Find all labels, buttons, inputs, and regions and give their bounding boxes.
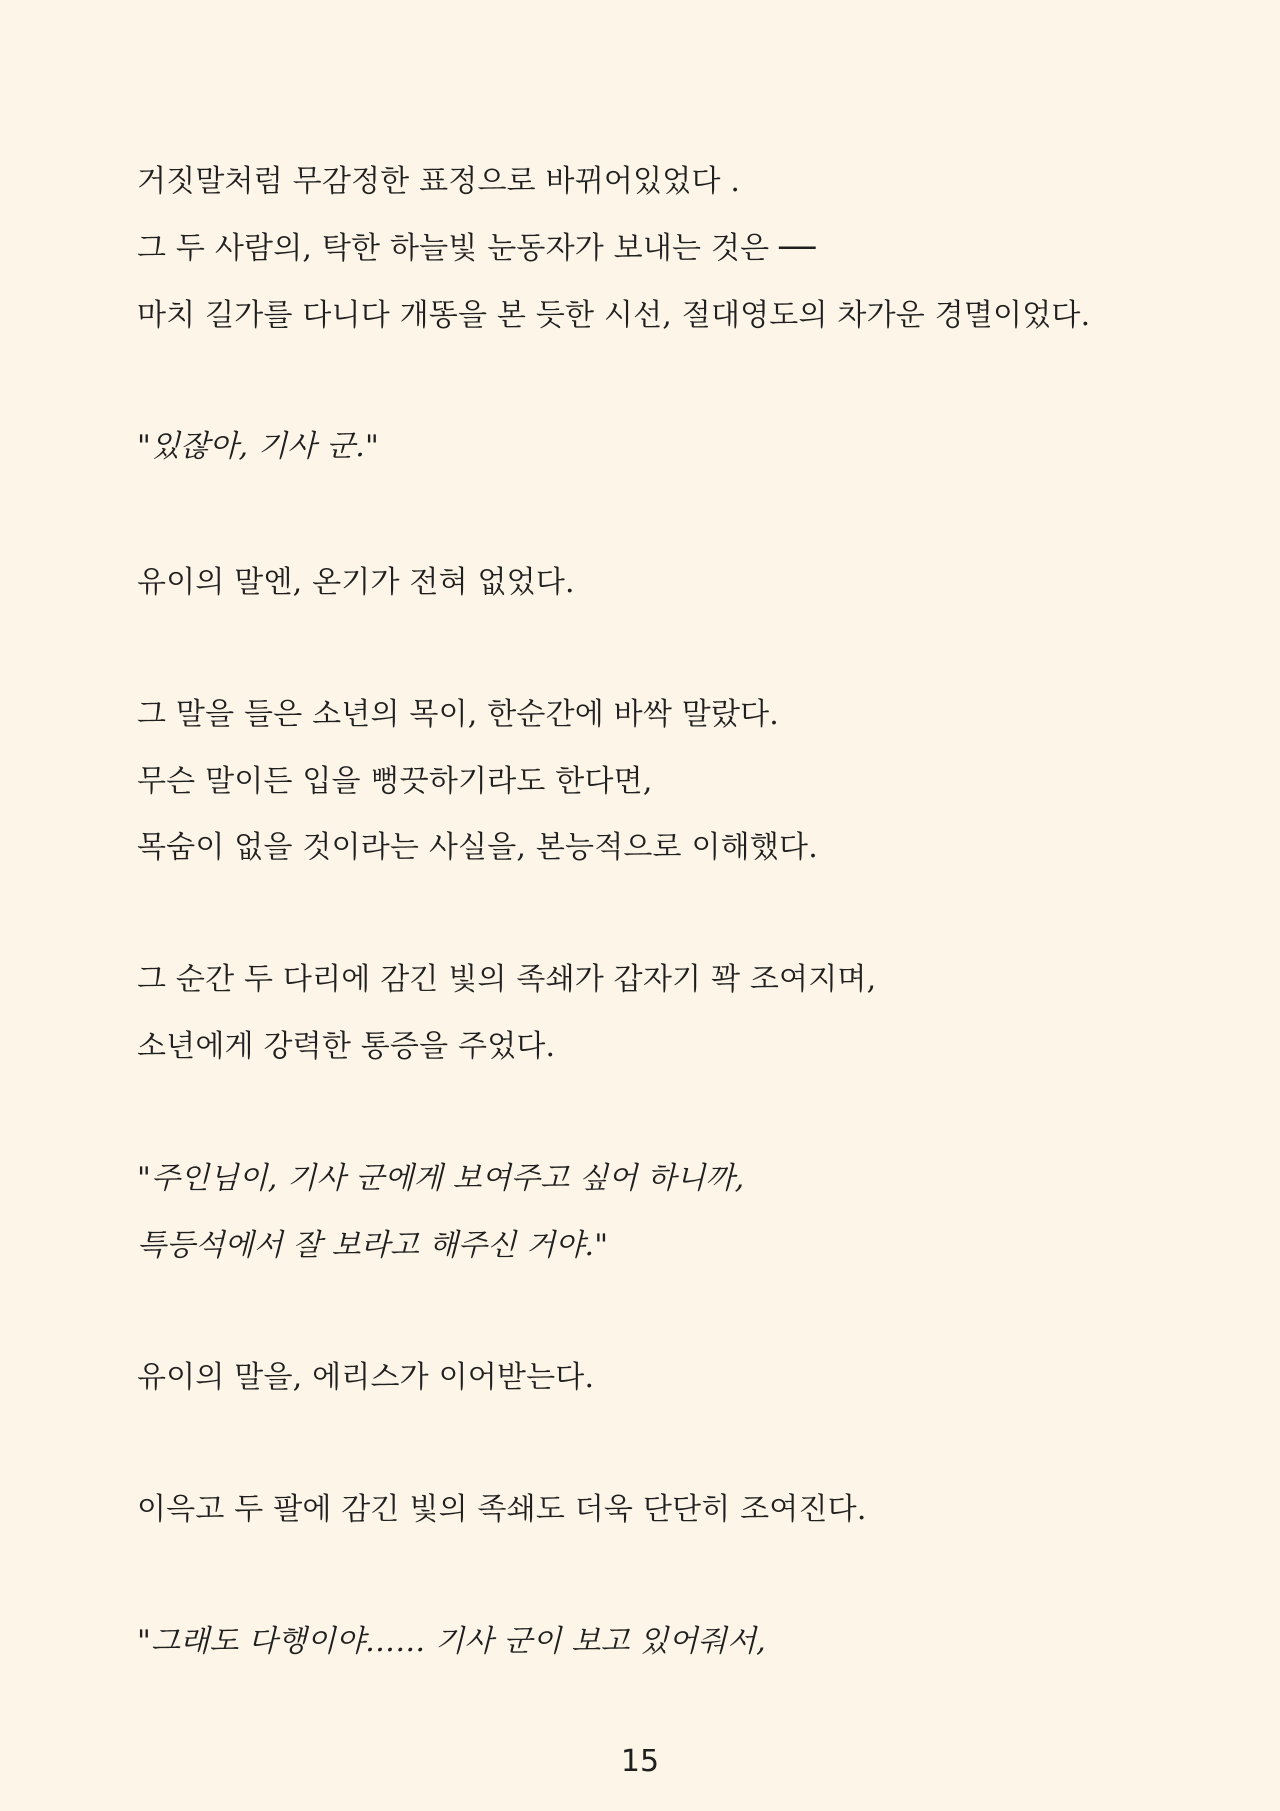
text-line: 소년에게 강력한 통증을 주었다. <box>137 1029 556 1064</box>
text-line: 거짓말처럼 무감정한 표정으로 바뀌어있었다 . <box>137 164 741 199</box>
dialogue-line: "주인님이, 기사 군에게 보여주고 싶어 하니까, <box>137 1161 745 1196</box>
text-line: 유이의 말을, 에리스가 이어받는다. <box>137 1360 595 1395</box>
dialogue-line: 특등석에서 잘 보라고 해주신 거야." <box>137 1228 609 1263</box>
text-line: 목숨이 없을 것이라는 사실을, 본능적으로 이해했다. <box>137 830 818 865</box>
text-line: 이윽고 두 팔에 감긴 빛의 족쇄도 더욱 단단히 조여진다. <box>137 1492 867 1527</box>
text-line: 그 순간 두 다리에 감긴 빛의 족쇄가 갑자기 꽉 조여지며, <box>137 962 877 997</box>
text-line: 마치 길가를 다니다 개똥을 본 듯한 시선, 절대영도의 차가운 경멸이었다. <box>137 298 1091 333</box>
dialogue-line: "있잖아, 기사 군." <box>137 429 380 464</box>
dialogue-line: "그래도 다행이야…… 기사 군이 보고 있어줘서, <box>137 1624 766 1659</box>
text-line: 유이의 말엔, 온기가 전혀 없었다. <box>137 565 575 600</box>
text-line: 그 두 사람의, 탁한 하늘빛 눈동자가 보내는 것은 ── <box>137 231 816 266</box>
text-line: 무슨 말이든 입을 뻥끗하기라도 한다면, <box>137 764 653 799</box>
page-number: 15 <box>620 1744 660 1779</box>
text-line: 그 말을 들은 소년의 목이, 한순간에 바싹 말랐다. <box>137 697 780 732</box>
